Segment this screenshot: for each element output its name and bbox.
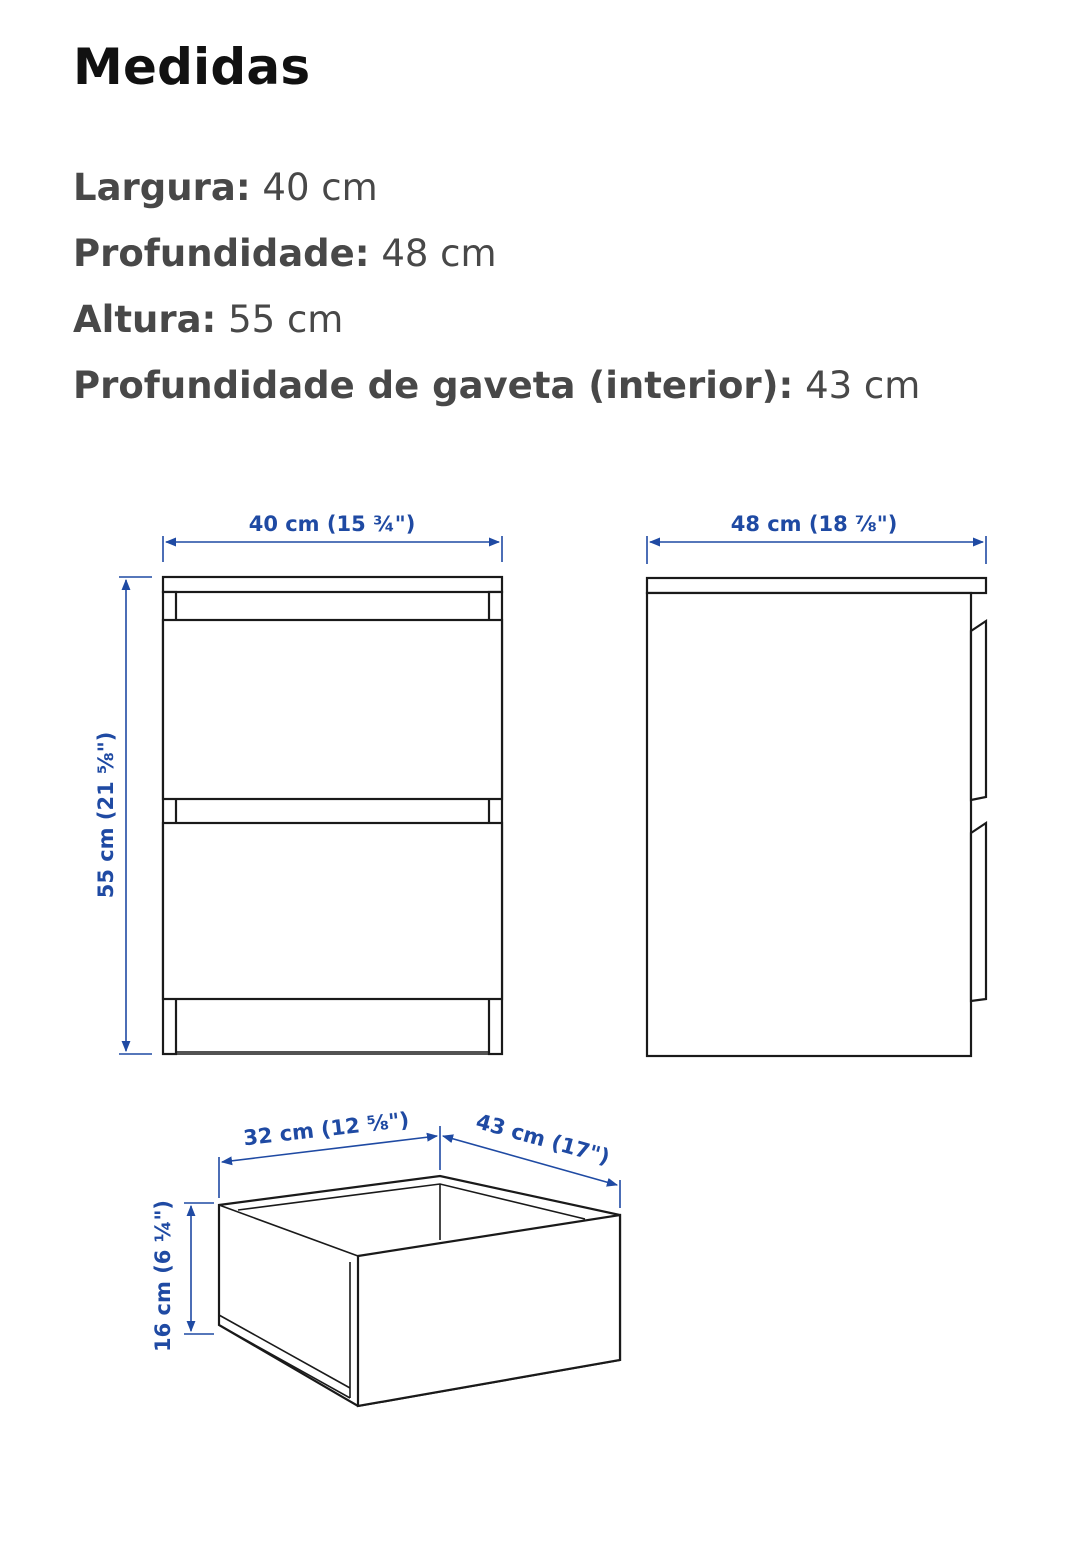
side-drawer-front-bottom [971,823,986,1001]
drawer-width-label: 32 cm (12 ⅝") [242,1107,411,1151]
front-drawer-bottom [163,823,502,999]
side-drawer-front-top [971,621,986,800]
side-panel [647,593,971,1056]
side-depth-label: 48 cm (18 ⅞") [730,512,898,536]
spec-depth-label: Profundidade: [73,232,370,275]
spec-depth-value: 48 cm [381,232,497,275]
spec-drawer-depth-value: 43 cm [805,364,921,407]
front-width-label: 40 cm (15 ¾") [248,512,416,536]
drawer-view [151,1108,620,1406]
spec-drawer-depth-label: Profundidade de gaveta (interior): [73,364,794,407]
front-height-label: 55 cm (21 ⅝") [94,731,118,899]
front-top-slab [163,577,502,592]
spec-width-label: Largura: [73,166,251,209]
spec-height-label: Altura: [73,298,217,341]
drawer-height-label: 16 cm (6 ¼") [151,1200,175,1352]
spec-width-value: 40 cm [262,166,378,209]
front-drawer-top [163,620,502,799]
front-view [94,512,502,1054]
side-view [647,512,986,1056]
drawer-depth-label: 43 cm (17") [473,1109,613,1170]
spec-height-value: 55 cm [228,298,344,341]
side-top-slab [647,578,986,593]
page-title: Medidas [73,38,311,96]
